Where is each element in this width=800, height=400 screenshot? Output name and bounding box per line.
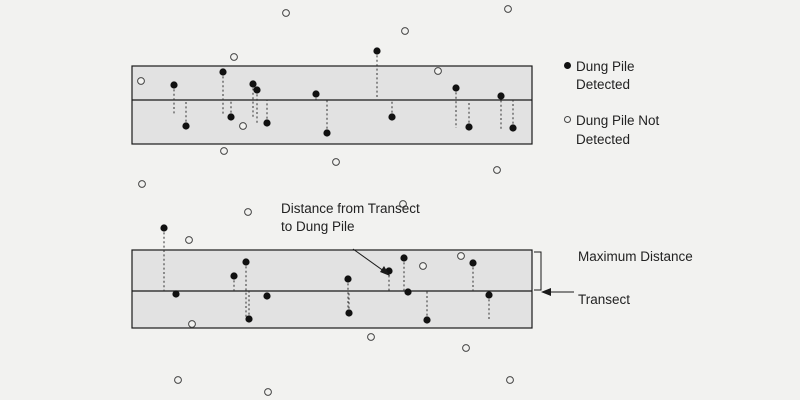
detected-point [227, 113, 234, 120]
legend-label-not-detected: Dung Pile Not Detected [576, 113, 660, 147]
legend [558, 58, 788, 167]
undetected-point [494, 167, 501, 174]
undetected-point [402, 28, 409, 35]
detected-point [230, 272, 237, 279]
detected-point [423, 316, 430, 323]
undetected-point [186, 237, 193, 244]
undetected-point [458, 253, 465, 260]
undetected-point [245, 209, 252, 216]
undetected-point [139, 181, 146, 188]
detected-point [497, 92, 504, 99]
detected-point [323, 129, 330, 136]
undetected-point [435, 68, 442, 75]
annotation-maximum-distance: Maximum Distance [578, 249, 693, 264]
open-dot-icon [558, 112, 576, 123]
undetected-point [463, 345, 470, 352]
detected-point [160, 224, 167, 231]
legend-label-detected: Dung Pile Detected [576, 59, 635, 93]
undetected-point [175, 377, 182, 384]
detected-point [172, 290, 179, 297]
detected-point [182, 122, 189, 129]
detected-point [345, 309, 352, 316]
detected-point [465, 123, 472, 130]
undetected-point [138, 78, 145, 85]
transect-leader-arrow [541, 288, 551, 296]
detected-point [245, 315, 252, 322]
upper-panel [132, 6, 532, 188]
annotation-distance-from-transect: Distance from Transect to Dung Pile [281, 201, 420, 235]
detected-point [263, 119, 270, 126]
undetected-point [221, 148, 228, 155]
detected-point [388, 113, 395, 120]
detected-point [344, 275, 351, 282]
undetected-point [420, 263, 427, 270]
maximum-distance-bracket [534, 252, 541, 290]
detected-point [263, 292, 270, 299]
detected-point [404, 288, 411, 295]
undetected-point [189, 321, 196, 328]
undetected-point [240, 123, 247, 130]
detected-point [170, 81, 177, 88]
upper-panel-band [132, 66, 532, 144]
undetected-point [505, 6, 512, 13]
detected-point [509, 124, 516, 131]
annotation-transect: Transect [578, 292, 631, 307]
detected-point [219, 68, 226, 75]
detected-point [253, 86, 260, 93]
undetected-point [231, 54, 238, 61]
undetected-point [283, 10, 290, 17]
legend-item-detected [558, 58, 788, 94]
legend-item-not-detected [558, 112, 788, 148]
detected-point [312, 90, 319, 97]
detected-point [242, 258, 249, 265]
undetected-point [333, 159, 340, 166]
detected-point [469, 259, 476, 266]
detected-point [452, 84, 459, 91]
detected-point [400, 254, 407, 261]
detected-point [373, 47, 380, 54]
detected-point [249, 80, 256, 87]
undetected-point [368, 334, 375, 341]
undetected-point [265, 389, 272, 396]
detected-point [485, 291, 492, 298]
undetected-point [507, 377, 514, 384]
filled-dot-icon [558, 58, 576, 69]
